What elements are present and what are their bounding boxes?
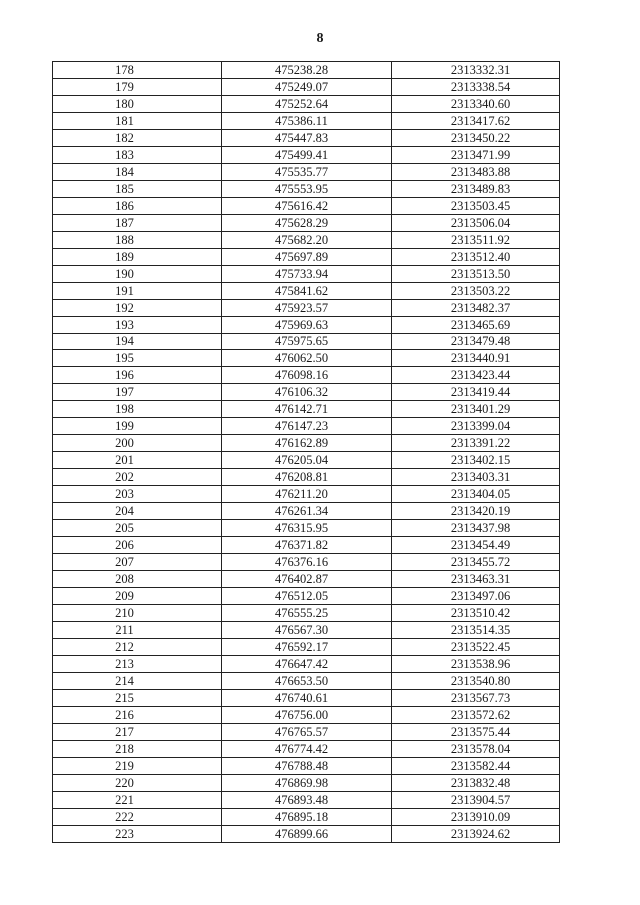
point-number-cell: 216 bbox=[53, 706, 222, 723]
y-coordinate-cell: 2313511.92 bbox=[392, 231, 560, 248]
table-row bbox=[53, 333, 560, 350]
table-row bbox=[53, 672, 560, 689]
x-coordinate-cell: 476162.89 bbox=[222, 435, 392, 452]
table-row bbox=[53, 231, 560, 248]
table-row bbox=[53, 605, 560, 622]
y-coordinate-cell: 2313399.04 bbox=[392, 418, 560, 435]
x-coordinate-cell: 476205.04 bbox=[222, 452, 392, 469]
table-row bbox=[53, 316, 560, 333]
point-number-cell: 180 bbox=[53, 95, 222, 112]
y-coordinate-cell: 2313338.54 bbox=[392, 78, 560, 95]
x-coordinate-cell: 475553.95 bbox=[222, 180, 392, 197]
table-row bbox=[53, 825, 560, 842]
point-number-cell: 184 bbox=[53, 163, 222, 180]
point-number-cell: 189 bbox=[53, 248, 222, 265]
x-coordinate-cell: 476106.32 bbox=[222, 384, 392, 401]
point-number-cell: 191 bbox=[53, 282, 222, 299]
y-coordinate-cell: 2313489.83 bbox=[392, 180, 560, 197]
point-number-cell: 188 bbox=[53, 231, 222, 248]
y-coordinate-cell: 2313440.91 bbox=[392, 350, 560, 367]
table-row bbox=[53, 384, 560, 401]
table-row bbox=[53, 401, 560, 418]
table-row bbox=[53, 282, 560, 299]
y-coordinate-cell: 2313924.62 bbox=[392, 825, 560, 842]
y-coordinate-cell: 2313567.73 bbox=[392, 689, 560, 706]
table-row bbox=[53, 808, 560, 825]
table-row bbox=[53, 537, 560, 554]
x-coordinate-cell: 476592.17 bbox=[222, 638, 392, 655]
table-row bbox=[53, 486, 560, 503]
y-coordinate-cell: 2313506.04 bbox=[392, 214, 560, 231]
point-number-cell: 192 bbox=[53, 299, 222, 316]
point-number-cell: 203 bbox=[53, 486, 222, 503]
point-number-cell: 208 bbox=[53, 571, 222, 588]
table-row bbox=[53, 214, 560, 231]
y-coordinate-cell: 2313503.22 bbox=[392, 282, 560, 299]
table-row bbox=[53, 350, 560, 367]
y-coordinate-cell: 2313578.04 bbox=[392, 740, 560, 757]
y-coordinate-cell: 2313582.44 bbox=[392, 757, 560, 774]
point-number-cell: 186 bbox=[53, 197, 222, 214]
point-number-cell: 207 bbox=[53, 554, 222, 571]
x-coordinate-cell: 476142.71 bbox=[222, 401, 392, 418]
x-coordinate-cell: 475386.11 bbox=[222, 112, 392, 129]
point-number-cell: 187 bbox=[53, 214, 222, 231]
x-coordinate-cell: 476211.20 bbox=[222, 486, 392, 503]
x-coordinate-cell: 475616.42 bbox=[222, 197, 392, 214]
table-row bbox=[53, 689, 560, 706]
point-number-cell: 200 bbox=[53, 435, 222, 452]
point-number-cell: 213 bbox=[53, 655, 222, 672]
y-coordinate-cell: 2313417.62 bbox=[392, 112, 560, 129]
table-row bbox=[53, 757, 560, 774]
y-coordinate-cell: 2313538.96 bbox=[392, 655, 560, 672]
x-coordinate-cell: 476765.57 bbox=[222, 723, 392, 740]
point-number-cell: 217 bbox=[53, 723, 222, 740]
table-row bbox=[53, 78, 560, 95]
y-coordinate-cell: 2313832.48 bbox=[392, 774, 560, 791]
x-coordinate-cell: 476062.50 bbox=[222, 350, 392, 367]
point-number-cell: 197 bbox=[53, 384, 222, 401]
point-number-cell: 223 bbox=[53, 825, 222, 842]
y-coordinate-cell: 2313497.06 bbox=[392, 588, 560, 605]
x-coordinate-cell: 475975.65 bbox=[222, 333, 392, 350]
table-row bbox=[53, 520, 560, 537]
x-coordinate-cell: 475841.62 bbox=[222, 282, 392, 299]
x-coordinate-cell: 476371.82 bbox=[222, 537, 392, 554]
table-row bbox=[53, 571, 560, 588]
table-row bbox=[53, 299, 560, 316]
y-coordinate-cell: 2313910.09 bbox=[392, 808, 560, 825]
point-number-cell: 185 bbox=[53, 180, 222, 197]
table-row bbox=[53, 706, 560, 723]
x-coordinate-cell: 475535.77 bbox=[222, 163, 392, 180]
table-row bbox=[53, 146, 560, 163]
table-row bbox=[53, 774, 560, 791]
coordinates-table-container bbox=[52, 61, 559, 843]
y-coordinate-cell: 2313455.72 bbox=[392, 554, 560, 571]
y-coordinate-cell: 2313512.40 bbox=[392, 248, 560, 265]
table-row bbox=[53, 265, 560, 282]
y-coordinate-cell: 2313575.44 bbox=[392, 723, 560, 740]
y-coordinate-cell: 2313479.48 bbox=[392, 333, 560, 350]
point-number-cell: 201 bbox=[53, 452, 222, 469]
y-coordinate-cell: 2313402.15 bbox=[392, 452, 560, 469]
point-number-cell: 202 bbox=[53, 469, 222, 486]
table-row bbox=[53, 367, 560, 384]
y-coordinate-cell: 2313465.69 bbox=[392, 316, 560, 333]
point-number-cell: 215 bbox=[53, 689, 222, 706]
y-coordinate-cell: 2313522.45 bbox=[392, 638, 560, 655]
point-number-cell: 221 bbox=[53, 791, 222, 808]
point-number-cell: 190 bbox=[53, 265, 222, 282]
point-number-cell: 211 bbox=[53, 621, 222, 638]
x-coordinate-cell: 476402.87 bbox=[222, 571, 392, 588]
x-coordinate-cell: 475447.83 bbox=[222, 129, 392, 146]
y-coordinate-cell: 2313513.50 bbox=[392, 265, 560, 282]
point-number-cell: 179 bbox=[53, 78, 222, 95]
x-coordinate-cell: 475697.89 bbox=[222, 248, 392, 265]
y-coordinate-cell: 2313514.35 bbox=[392, 621, 560, 638]
y-coordinate-cell: 2313463.31 bbox=[392, 571, 560, 588]
y-coordinate-cell: 2313510.42 bbox=[392, 605, 560, 622]
x-coordinate-cell: 476899.66 bbox=[222, 825, 392, 842]
y-coordinate-cell: 2313401.29 bbox=[392, 401, 560, 418]
table-row bbox=[53, 435, 560, 452]
x-coordinate-cell: 476756.00 bbox=[222, 706, 392, 723]
point-number-cell: 222 bbox=[53, 808, 222, 825]
x-coordinate-cell: 475969.63 bbox=[222, 316, 392, 333]
table-row bbox=[53, 655, 560, 672]
x-coordinate-cell: 476893.48 bbox=[222, 791, 392, 808]
x-coordinate-cell: 476788.48 bbox=[222, 757, 392, 774]
table-row bbox=[53, 418, 560, 435]
table-row bbox=[53, 638, 560, 655]
point-number-cell: 204 bbox=[53, 503, 222, 520]
y-coordinate-cell: 2313483.88 bbox=[392, 163, 560, 180]
y-coordinate-cell: 2313423.44 bbox=[392, 367, 560, 384]
table-row bbox=[53, 197, 560, 214]
point-number-cell: 210 bbox=[53, 605, 222, 622]
coordinates-table bbox=[52, 61, 560, 843]
x-coordinate-cell: 475499.41 bbox=[222, 146, 392, 163]
x-coordinate-cell: 476647.42 bbox=[222, 655, 392, 672]
point-number-cell: 182 bbox=[53, 129, 222, 146]
x-coordinate-cell: 476567.30 bbox=[222, 621, 392, 638]
x-coordinate-cell: 476261.34 bbox=[222, 503, 392, 520]
table-row bbox=[53, 248, 560, 265]
table-row bbox=[53, 180, 560, 197]
point-number-cell: 218 bbox=[53, 740, 222, 757]
table-row bbox=[53, 740, 560, 757]
x-coordinate-cell: 476555.25 bbox=[222, 605, 392, 622]
table-row bbox=[53, 588, 560, 605]
x-coordinate-cell: 476653.50 bbox=[222, 672, 392, 689]
table-row bbox=[53, 554, 560, 571]
x-coordinate-cell: 476512.05 bbox=[222, 588, 392, 605]
table-row bbox=[53, 791, 560, 808]
table-row bbox=[53, 503, 560, 520]
table-row bbox=[53, 469, 560, 486]
y-coordinate-cell: 2313540.80 bbox=[392, 672, 560, 689]
x-coordinate-cell: 476315.95 bbox=[222, 520, 392, 537]
y-coordinate-cell: 2313391.22 bbox=[392, 435, 560, 452]
point-number-cell: 183 bbox=[53, 146, 222, 163]
point-number-cell: 199 bbox=[53, 418, 222, 435]
coordinates-table-body bbox=[53, 62, 560, 843]
point-number-cell: 212 bbox=[53, 638, 222, 655]
x-coordinate-cell: 475252.64 bbox=[222, 95, 392, 112]
table-row bbox=[53, 62, 560, 79]
point-number-cell: 195 bbox=[53, 350, 222, 367]
x-coordinate-cell: 475238.28 bbox=[222, 62, 392, 79]
x-coordinate-cell: 476376.16 bbox=[222, 554, 392, 571]
y-coordinate-cell: 2313332.31 bbox=[392, 62, 560, 79]
table-row bbox=[53, 452, 560, 469]
table-row bbox=[53, 95, 560, 112]
x-coordinate-cell: 475923.57 bbox=[222, 299, 392, 316]
point-number-cell: 206 bbox=[53, 537, 222, 554]
point-number-cell: 196 bbox=[53, 367, 222, 384]
point-number-cell: 198 bbox=[53, 401, 222, 418]
point-number-cell: 220 bbox=[53, 774, 222, 791]
point-number-cell: 219 bbox=[53, 757, 222, 774]
y-coordinate-cell: 2313450.22 bbox=[392, 129, 560, 146]
x-coordinate-cell: 476208.81 bbox=[222, 469, 392, 486]
table-row bbox=[53, 129, 560, 146]
point-number-cell: 181 bbox=[53, 112, 222, 129]
y-coordinate-cell: 2313340.60 bbox=[392, 95, 560, 112]
x-coordinate-cell: 476147.23 bbox=[222, 418, 392, 435]
point-number-cell: 205 bbox=[53, 520, 222, 537]
y-coordinate-cell: 2313572.62 bbox=[392, 706, 560, 723]
y-coordinate-cell: 2313471.99 bbox=[392, 146, 560, 163]
table-row bbox=[53, 112, 560, 129]
table-row bbox=[53, 621, 560, 638]
x-coordinate-cell: 475682.20 bbox=[222, 231, 392, 248]
y-coordinate-cell: 2313454.49 bbox=[392, 537, 560, 554]
x-coordinate-cell: 476098.16 bbox=[222, 367, 392, 384]
y-coordinate-cell: 2313420.19 bbox=[392, 503, 560, 520]
y-coordinate-cell: 2313482.37 bbox=[392, 299, 560, 316]
y-coordinate-cell: 2313419.44 bbox=[392, 384, 560, 401]
x-coordinate-cell: 476740.61 bbox=[222, 689, 392, 706]
page-number: 8 bbox=[316, 31, 324, 46]
table-row bbox=[53, 163, 560, 180]
x-coordinate-cell: 476895.18 bbox=[222, 808, 392, 825]
y-coordinate-cell: 2313904.57 bbox=[392, 791, 560, 808]
x-coordinate-cell: 475628.29 bbox=[222, 214, 392, 231]
point-number-cell: 209 bbox=[53, 588, 222, 605]
point-number-cell: 194 bbox=[53, 333, 222, 350]
x-coordinate-cell: 475733.94 bbox=[222, 265, 392, 282]
point-number-cell: 178 bbox=[53, 62, 222, 79]
y-coordinate-cell: 2313503.45 bbox=[392, 197, 560, 214]
y-coordinate-cell: 2313403.31 bbox=[392, 469, 560, 486]
x-coordinate-cell: 475249.07 bbox=[222, 78, 392, 95]
y-coordinate-cell: 2313437.98 bbox=[392, 520, 560, 537]
x-coordinate-cell: 476869.98 bbox=[222, 774, 392, 791]
point-number-cell: 214 bbox=[53, 672, 222, 689]
x-coordinate-cell: 476774.42 bbox=[222, 740, 392, 757]
y-coordinate-cell: 2313404.05 bbox=[392, 486, 560, 503]
point-number-cell: 193 bbox=[53, 316, 222, 333]
table-row bbox=[53, 723, 560, 740]
